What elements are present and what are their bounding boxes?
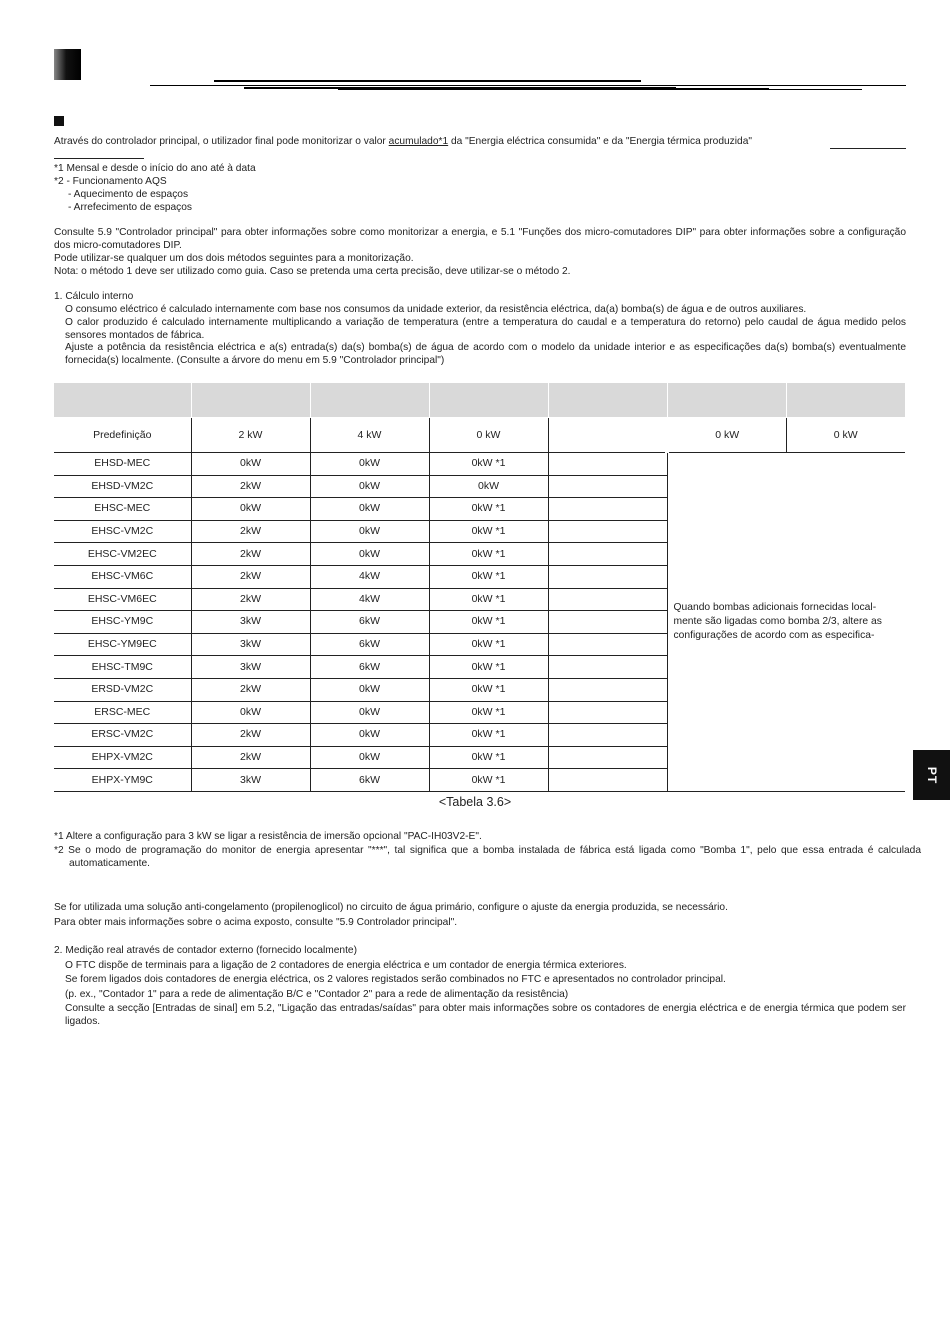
method2-line: O FTC dispõe de terminais para a ligação de 2 contadores de energia eléctrica e um contador de energia térmica exteriores. [65,960,627,971]
table-cell [548,701,667,724]
method2-line: Consulte a secção [Entradas de sinal] em 5.2, "Ligação das entradas/saídas" para obter mais informações sobre os contadores de energia eléctrica e de energia térmica que podem ser ligados. [65,1003,906,1027]
table-cell: EHSC-YM9EC [54,633,191,656]
header-cell [429,383,548,418]
table-cell [548,588,667,611]
table-cell: 0kW [191,498,310,521]
header-cell [667,383,786,418]
table-cell: EHPX-YM9C [54,769,191,792]
table-cell: 0kW [310,498,429,521]
table-cell: 3kW [191,611,310,634]
table-footnote: *1 Altere a configuração para 3 kW se ligar a resistência de imersão opcional "PAC-IH03V2-E". [54,831,482,842]
table-cell: 2kW [191,746,310,769]
table-cell [548,678,667,701]
table-cell: 0kW *1 [429,565,548,588]
antifreeze-line: Para obter mais informações sobre o acima exposto, consulte "5.9 Controlador principal". [54,917,458,928]
table-cell [548,565,667,588]
table-cell: 2kW [191,588,310,611]
table-cell: 0 kW [667,418,786,453]
table-cell: 3kW [191,656,310,679]
table-cell: 2kW [191,678,310,701]
table-cell: EHSD-VM2C [54,475,191,498]
header-rule [214,80,641,82]
note-item: *2 - Funcionamento AQS [54,176,167,187]
method1-line: Ajuste a potência da resistência eléctrica e a(s) entrada(s) da(s) bomba(s) de água de acordo com o modelo da unidade interior e as especificações da(s) bomba(s) eventualmente fornecida(s) localmente. (Consulte a árvore do menu em 5.9 "Controlador principal") [65,342,906,366]
method2-line: Se forem ligados dois contadores de energia eléctrica, os 2 valores registados serão combinados no FTC e apresentados no controlador principal. [65,974,726,985]
method2-line: (p. ex., "Contador 1" para a rede de alimentação B/C e "Contador 2" para a rede de alimentação da resistência) [65,989,569,1000]
table-cell [548,724,667,747]
table-cell: 0 kW [429,418,548,453]
table-cell: 3kW [191,633,310,656]
settings-table [54,383,905,792]
table-cell: ERSD-VM2C [54,678,191,701]
table-caption: <Tabela 3.6> [438,795,512,809]
table-cell: 0kW *1 [429,453,548,476]
table-cell [548,543,667,566]
table-cell: 4kW [310,565,429,588]
additional-pumps-note: Quando bombas adicionais fornecidas local-mente são ligadas como bomba 2/3, altere as configurações de acordo com as especifica- [667,453,905,792]
table-cell: 0kW *1 [429,588,548,611]
method1-line: O calor produzido é calculado internamente multiplicando a variação de temperatura (entre a temperatura do caudal e a temperatura do retorno) pelo caudal de água medido pelos sensores montados de fábrica. [65,317,906,341]
table-cell: EHSC-VM6EC [54,588,191,611]
header-cell [54,383,191,418]
table-cell: 0kW [310,701,429,724]
table-cell: EHSC-VM2EC [54,543,191,566]
method1-title: 1. Cálculo interno [54,291,134,302]
table-cell: 3kW [191,769,310,792]
table-cell [548,498,667,521]
table-cell: 0kW [310,678,429,701]
method1-line: O consumo eléctrico é calculado internamente com base nos consumos da unidade exterior, da resistência eléctrica, da(a) bomba(s) de água e de outros auxiliares. [65,304,807,315]
table-cell: 0kW [310,543,429,566]
header-cell [310,383,429,418]
table-cell [548,769,667,792]
antifreeze-line: Se for utilizada uma solução anti-congelamento (propilenoglicol) no circuito de água primário, configure o ajuste da energia produzida, se necessário. [54,902,728,913]
table-cell: 0kW [429,475,548,498]
note-item: - Arrefecimento de espaços [68,202,193,213]
footnote-rule [54,158,144,159]
table-cell: Predefinição [54,418,191,453]
table-cell: ERSC-MEC [54,701,191,724]
table-cell: 0kW [310,475,429,498]
table-cell: 0kW [191,453,310,476]
header-rule [150,85,906,86]
table-cell [548,453,667,476]
blank-field [830,148,906,149]
table-cell: 0kW [310,746,429,769]
table-cell: 2kW [191,724,310,747]
table-cell: 6kW [310,633,429,656]
table-cell: 0kW *1 [429,611,548,634]
table-cell: 0kW [310,520,429,543]
table-cell: 0kW *1 [429,746,548,769]
table-cell: 2 kW [191,418,310,453]
table-cell [548,418,667,453]
table-cell: 6kW [310,611,429,634]
table-cell: 0kW [310,453,429,476]
table-cell: 0kW [310,724,429,747]
table-cell: 0kW *1 [429,520,548,543]
table-cell: 0kW *1 [429,724,548,747]
table-cell: 4kW [310,588,429,611]
table-cell: EHSC-TM9C [54,656,191,679]
table-cell: 2kW [191,475,310,498]
table-cell: 0kW *1 [429,543,548,566]
header-cell [191,383,310,418]
table-cell [548,633,667,656]
table-cell: 0kW [191,701,310,724]
table-cell [548,656,667,679]
table-cell [548,746,667,769]
table-cell: EHPX-VM2C [54,746,191,769]
header-cell [548,383,667,418]
table-cell: 0kW *1 [429,498,548,521]
table-cell: 0kW *1 [429,701,548,724]
table-cell: EHSC-VM6C [54,565,191,588]
table-cell: 2kW [191,565,310,588]
table-cell: 6kW [310,769,429,792]
table-cell: 0kW *1 [429,633,548,656]
method2-title: 2. Medição real através de contador externo (fornecido localmente) [54,945,357,956]
table-cell: 4 kW [310,418,429,453]
note-item: - Aquecimento de espaços [68,189,189,200]
table-cell: EHSC-YM9C [54,611,191,634]
header-cell [786,383,905,418]
table-cell: 0 kW [786,418,905,453]
table-cell: EHSD-MEC [54,453,191,476]
table-cell [548,520,667,543]
table-row-preset [54,418,905,453]
table-cell [548,611,667,634]
table-cell: 0kW *1 [429,656,548,679]
chapter-marker [54,49,81,80]
table-row [54,453,905,476]
table-cell: 0kW *1 [429,769,548,792]
table-cell [548,475,667,498]
table-cell: 2kW [191,520,310,543]
note-item: *1 Mensal e desde o início do ano até à data [54,163,256,174]
intro-paragraph: Através do controlador principal, o utilizador final pode monitorizar o valor acumulado*1 da "Energia eléctrica consumida" e da "Energia térmica produzida" [54,136,752,147]
table-cell: 0kW *1 [429,678,548,701]
language-tab: PT [913,750,950,800]
table-cell: EHSC-VM2C [54,520,191,543]
table-header-row [54,383,905,418]
table-cell: ERSC-VM2C [54,724,191,747]
section-bullet [54,116,64,126]
consult-paragraph: Nota: o método 1 deve ser utilizado como guia. Caso se pretenda uma certa precisão, deve utilizar-se o método 2. [54,266,571,277]
consult-paragraph: Pode utilizar-se qualquer um dos dois métodos seguintes para a monitorização. [54,253,414,264]
table-cell: 2kW [191,543,310,566]
table-cell: EHSC-MEC [54,498,191,521]
header-rule [432,89,862,90]
table-footnote: *2 Se o modo de programação do monitor de energia apresentar "***", tal significa que a bomba instalada de fábrica está ligada como "Bomba 1", pelo que essa entrada é calculada automaticamente. [54,845,921,869]
consult-paragraph: Consulte 5.9 "Controlador principal" para obter informações sobre como monitorizar a energia, e 5.1 "Funções dos micro-comutadores DIP" para obter informações sobre a configuração dos micro-comutadores DIP. [54,227,906,251]
table-cell: 6kW [310,656,429,679]
